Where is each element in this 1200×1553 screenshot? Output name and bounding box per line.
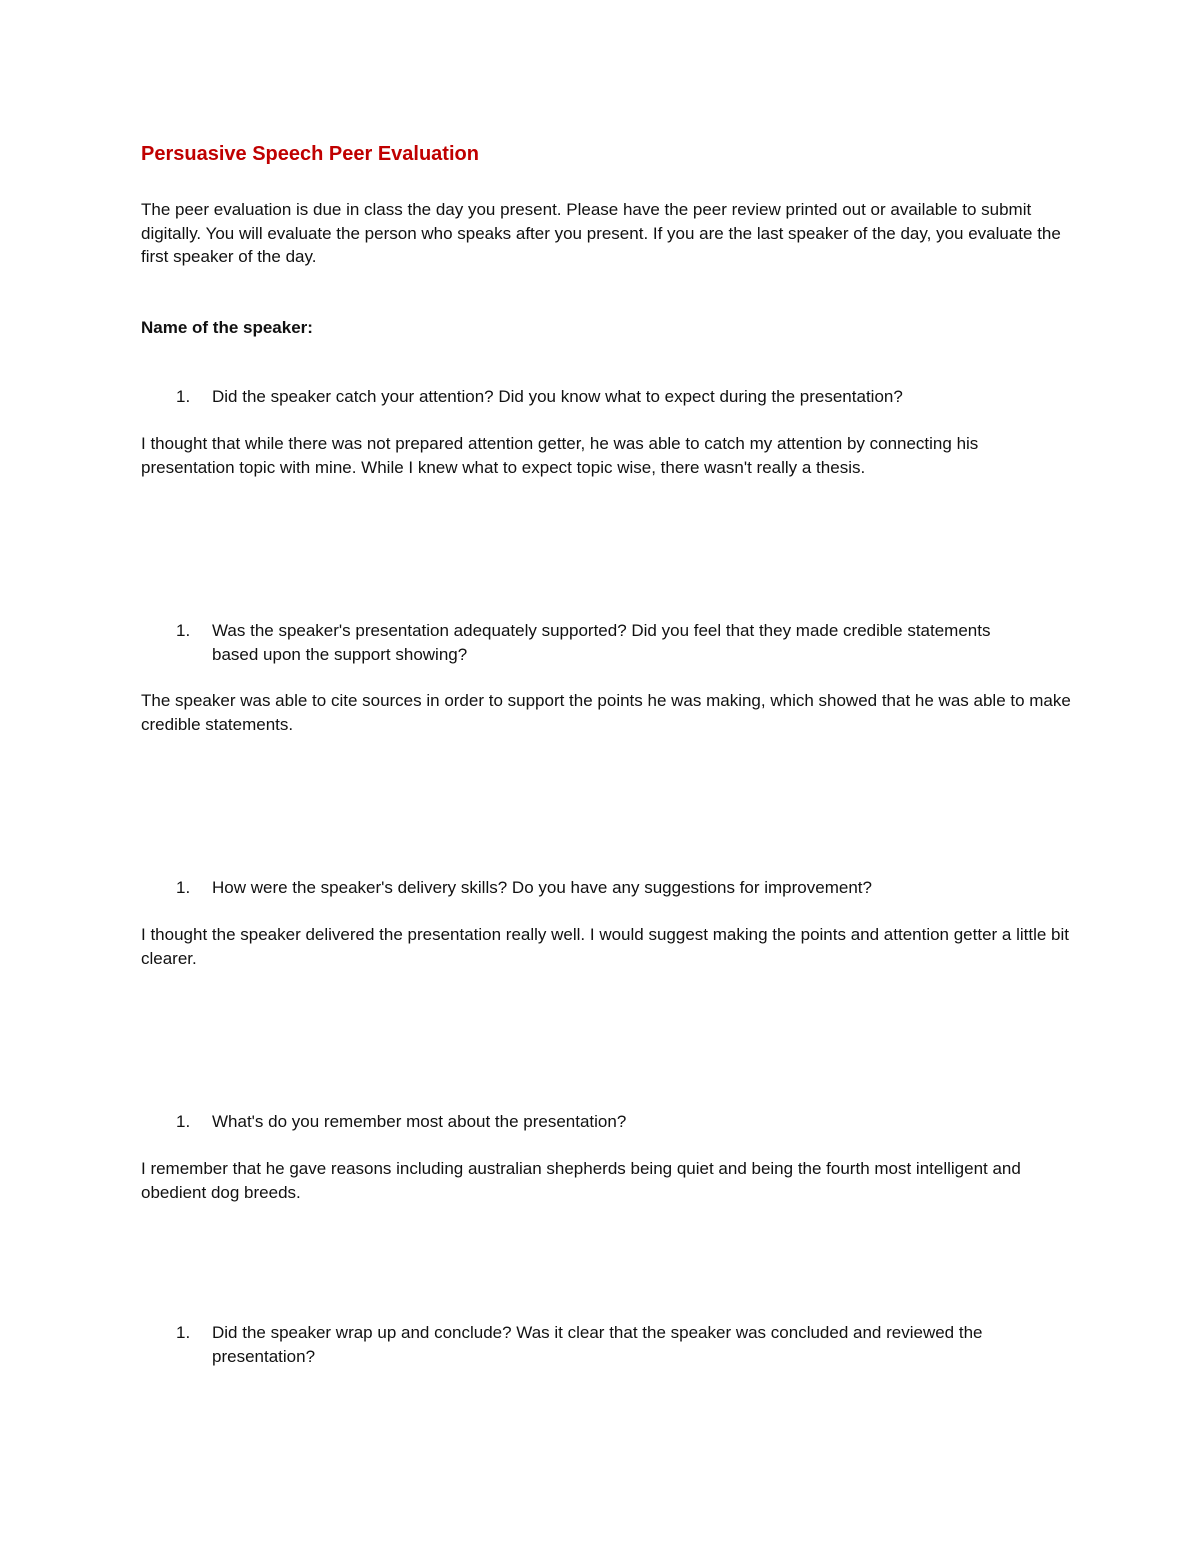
intro-paragraph: The peer evaluation is due in class the day you present. Please have the peer review printed out or available to submit digitally. You will evaluate the person who speaks after you present. If you are the last speaker of the day, you evaluate the first speaker of the day.: [141, 200, 1061, 266]
question-number: 1.: [176, 621, 191, 640]
question-item: [141, 619, 1031, 666]
question-text: Did the speaker catch your attention? Did you know what to expect during the presentation?: [212, 387, 903, 406]
question-item: [141, 385, 1031, 409]
question-item: [141, 876, 1031, 900]
answer-text: I thought that while there was not prepared attention getter, he was able to catch my attention by connecting his presentation topic with mine. While I knew what to expect topic wise, there wasn't really a thesis.: [141, 434, 979, 477]
question-number: 1.: [176, 1112, 191, 1131]
answer-text: I thought the speaker delivered the presentation really well. I would suggest making the points and attention getter a little bit clearer.: [141, 925, 1070, 968]
document-title: Persuasive Speech Peer Evaluation: [141, 143, 479, 165]
question-item: [141, 1321, 1031, 1368]
answer-text: I remember that he gave reasons including australian shepherds being quiet and being the fourth most intelligent and obedient dog breeds.: [141, 1159, 1021, 1202]
question-number: 1.: [176, 387, 191, 406]
answer-text: The speaker was able to cite sources in order to support the points he was making, which showed that he was able to make credible statements.: [141, 691, 1071, 734]
question-text: Was the speaker's presentation adequately supported? Did you feel that they made credible statements based upon the support showing?: [212, 621, 991, 664]
speaker-name-label: Name of the speaker:: [141, 318, 313, 337]
question-number: 1.: [176, 1323, 191, 1342]
question-text: Did the speaker wrap up and conclude? Was it clear that the speaker was concluded and reviewed the presentation?: [212, 1323, 983, 1366]
question-text: How were the speaker's delivery skills? Do you have any suggestions for improvement?: [212, 878, 872, 897]
question-text: What's do you remember most about the presentation?: [212, 1112, 627, 1131]
question-number: 1.: [176, 878, 191, 897]
question-item: [141, 1110, 1031, 1134]
